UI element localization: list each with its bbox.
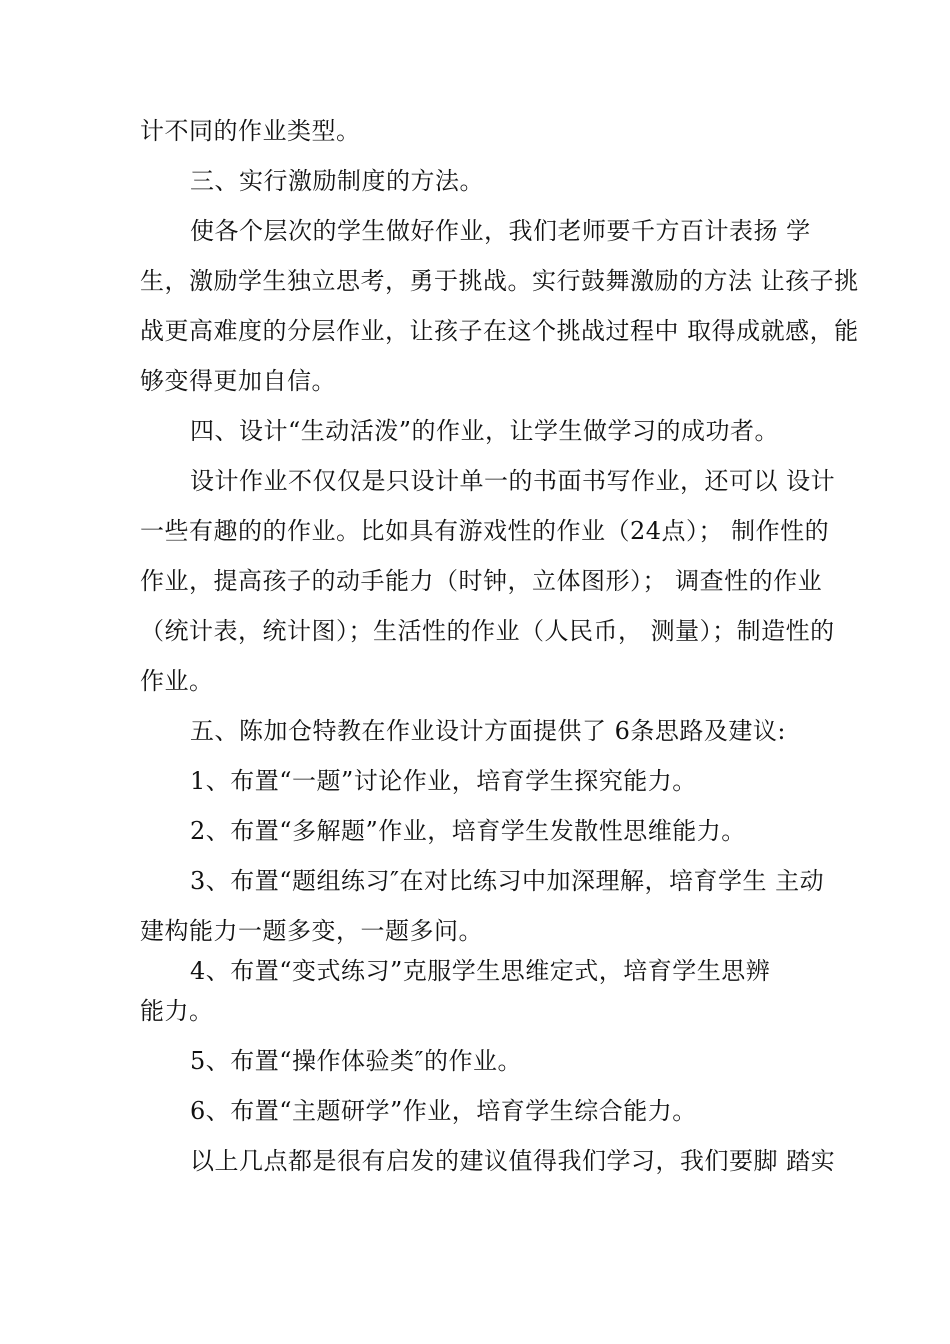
section-heading-4: 四、设计“生动活泼”的作业，让学生做学习的成功者。 bbox=[190, 417, 780, 445]
list-item: 1、布置“一题”讨论作业，培育学生探究能力。 bbox=[190, 767, 697, 795]
text-line: 能力。 bbox=[140, 997, 214, 1025]
section-heading-5: 五、陈加仓特教在作业设计方面提供了 6条思路及建议: bbox=[190, 717, 786, 745]
text-line: 设计作业不仅仅是只设计单一的书面书写作业，还可以 设计 bbox=[190, 467, 836, 495]
text-line: 建构能力一题多变，一题多问。 bbox=[140, 917, 483, 945]
list-item: 4、布置“变式练习”克服学生思维定式，培育学生思辨 bbox=[190, 957, 771, 985]
text-line: 以上几点都是很有启发的建议值得我们学习，我们要脚 踏实 bbox=[190, 1147, 836, 1175]
list-item: 3、布置“题组练习″在对比练习中加深理解，培育学生 主动 bbox=[190, 867, 825, 895]
text-line: 计不同的作业类型。 bbox=[140, 117, 361, 145]
text-line: 作业，提高孩子的动手能力（时钟，立体图形）； 调查性的作业 bbox=[140, 567, 823, 595]
list-item: 2、布置“多解题”作业，培育学生发散性思维能力。 bbox=[190, 817, 746, 845]
section-heading-3: 三、实行激励制度的方法。 bbox=[190, 167, 484, 195]
text-line: 一些有趣的的作业。比如具有游戏性的作业（24点）； 制作性的 bbox=[140, 517, 830, 545]
list-item: 6、布置“主题研学”作业，培育学生综合能力。 bbox=[190, 1097, 697, 1125]
text-line: （统计表，统计图）；生活性的作业（人民币， 测量）；制造性的 bbox=[140, 617, 835, 645]
text-line: 够变得更加自信。 bbox=[140, 367, 336, 395]
text-line: 战更高难度的分层作业，让孩子在这个挑战过程中 取得成就感，能 bbox=[140, 317, 859, 345]
list-item: 5、布置“操作体验类″的作业。 bbox=[190, 1047, 523, 1075]
text-line: 生，激励学生独立思考，勇于挑战。实行鼓舞激励的方法 让孩子挑 bbox=[140, 267, 859, 295]
text-line: 使各个层次的学生做好作业，我们老师要千方百计表扬 学 bbox=[190, 217, 811, 245]
text-line: 作业。 bbox=[140, 667, 214, 695]
